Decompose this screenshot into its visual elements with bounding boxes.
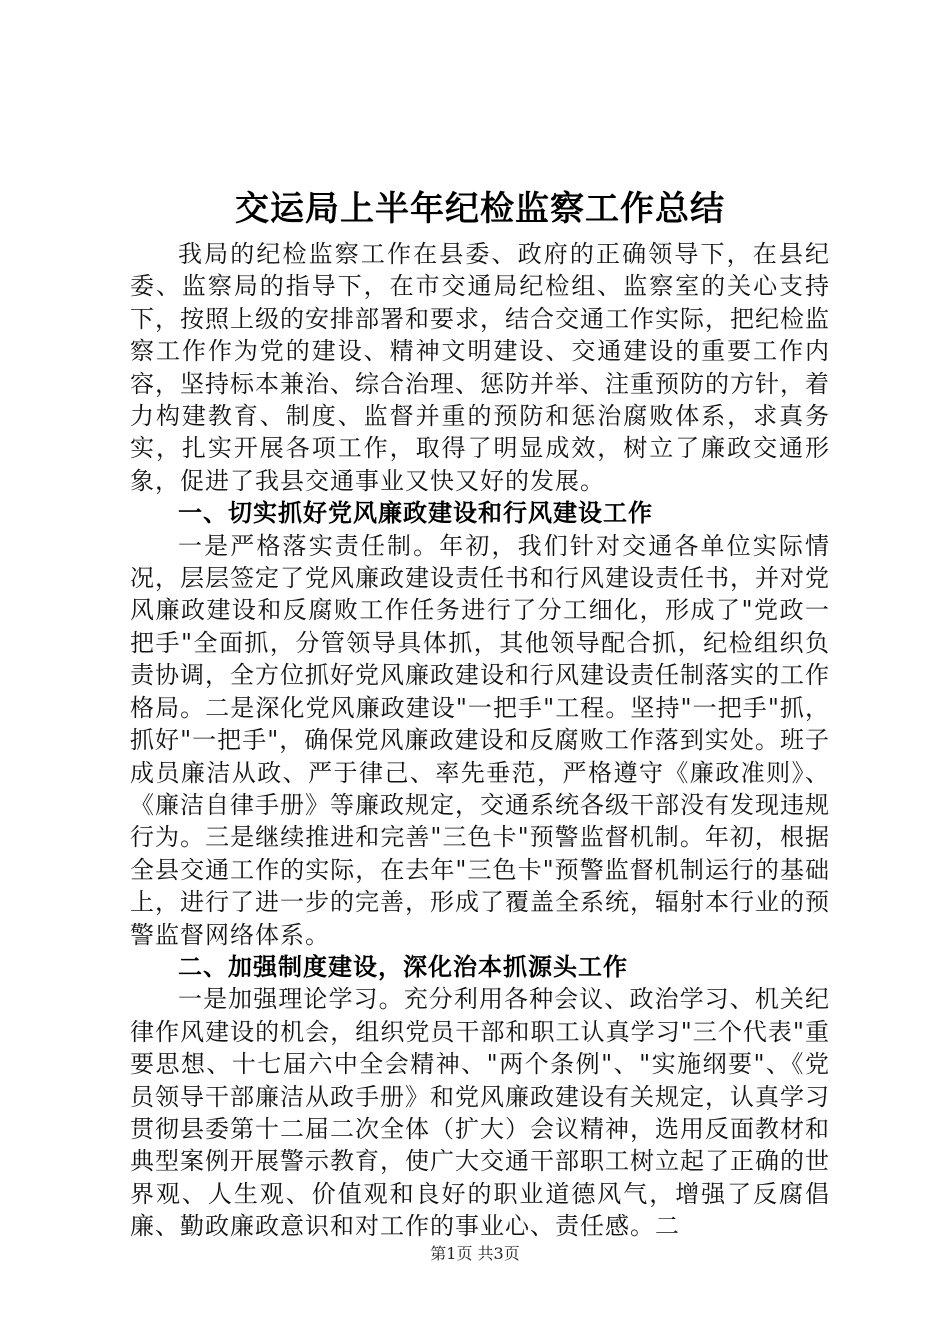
intro-paragraph: 我局的纪检监察工作在县委、政府的正确领导下，在县纪委、监察局的指导下，在市交通局纪检组、监察室的关心支持下，按照上级的安排部署和要求，结合交通工作实际，把纪检监察工作作为党的建设、精神文明建设、交通建设的重要工作内容，坚持标本兼治、综合治理、惩防并举、注重预防的方针，着力构建教育、制度、监督并重的预防和惩治腐败体系，求真务实，扎实开展各项工作，取得了明显成效，树立了廉政交通形象，促进了我县交通事业又快又好的发展。 bbox=[130, 240, 830, 495]
section-1-body: 一是严格落实责任制。年初，我们针对交通各单位实际情况，层层签定了党风廉政建设责任书和行风建设责任书，并对党风廉政建设和反腐败工作任务进行了分工细化，形成了"党政一把手"全面抓，分管领导具体抓，其他领导配合抓，纪检组织负责协调，全方位抓好党风廉政建设和行风建设责任制落实的工作格局。二是深化党风廉政建设"一把手"工程。坚持"一把手"抓，抓好"一把手"，确保党风廉政建设和反腐败工作落到实处。班子成员廉洁从政、严于律己、率先垂范，严格遵守《廉政准则》、《廉洁自律手册》等廉政规定，交通系统各级干部没有发现违规行为。三是继续推进和完善"三色卡"预警监督机制。年初，根据全县交通工作的实际，在去年"三色卡"预警监督机制运行的基础上，进行了进一步的完善，形成了覆盖全系统，辐射本行业的预警监督网络体系。 bbox=[130, 531, 830, 949]
section-2-heading: 二、加强制度建设，深化治本抓源头工作 bbox=[178, 952, 628, 981]
document-title: 交运局上半年纪检监察工作总结 bbox=[235, 189, 725, 229]
section-1-heading: 一、切实抓好党风廉政建设和行风建设工作 bbox=[178, 499, 653, 528]
section-2-body: 一是加强理论学习。充分利用各种会议、政治学习、机关纪律作风建设的机会，组织党员干部和职工认真学习"三个代表"重要思想、十七届六中全会精神、"两个条例"、"实施纲要"、《党员领导干部廉洁从政手册》和党风廉政建设有关规定，认真学习贯彻县委第十二届二次全体（扩大）会议精神，选用反面教材和典型案例开展警示教育，使广大交通干部职工树立起了正确的世界观、人生观、价值观和良好的职业道德风气，增强了反腐倡廉、勤政廉政意识和对工作的事业心、责任感。二 bbox=[130, 985, 830, 1241]
page-number-footer: 第1页 共3页 bbox=[430, 1244, 520, 1263]
document-content bbox=[130, 186, 830, 1243]
